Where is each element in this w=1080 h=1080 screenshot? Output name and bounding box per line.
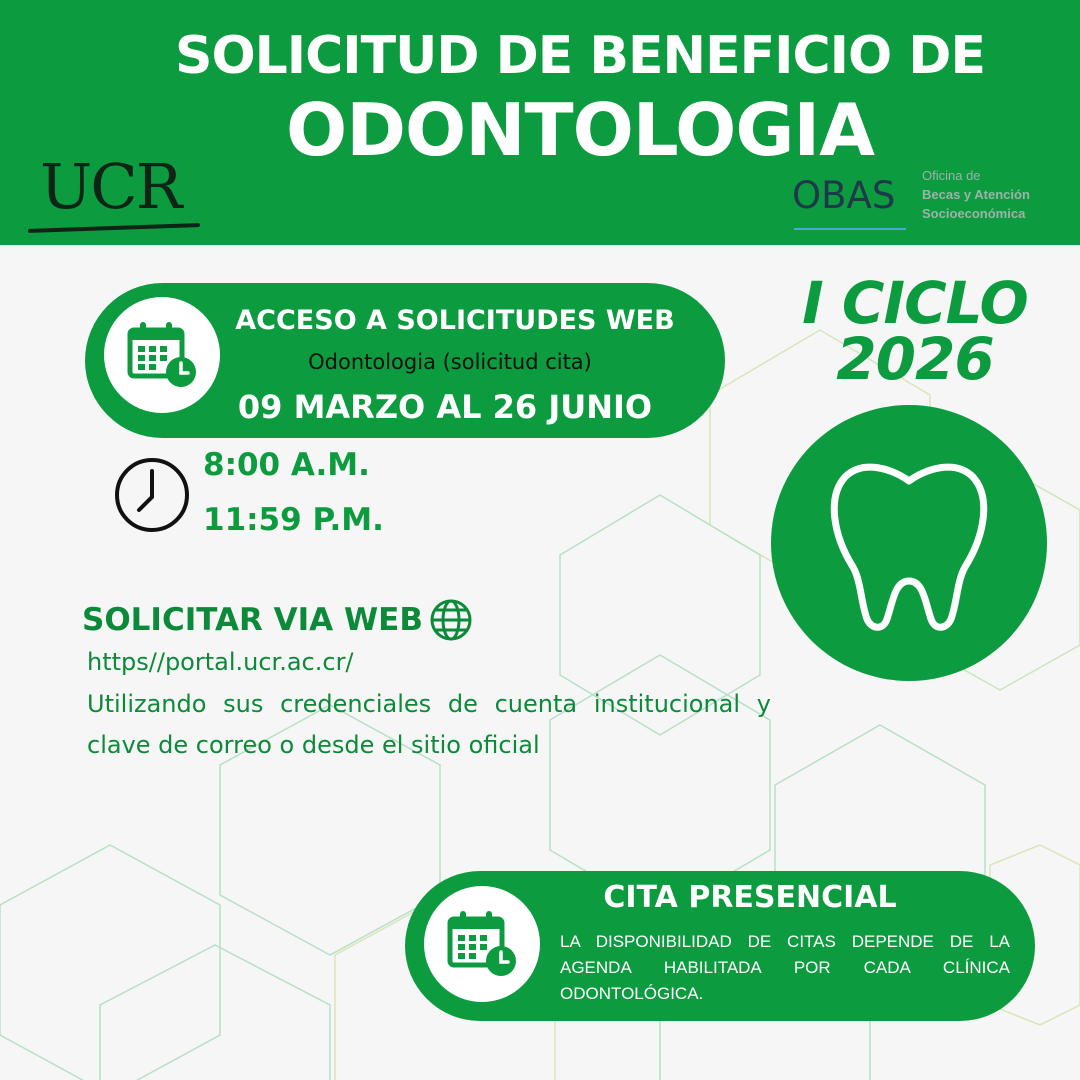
access-subtitle: Odontologia (solicitud cita): [308, 350, 592, 374]
obas-logo-underline: [794, 228, 906, 230]
ucr-logo-underline: [28, 223, 200, 233]
ucr-logo: [28, 150, 208, 240]
web-request-heading-text: SOLICITAR VIA WEB: [82, 602, 423, 638]
cycle-line2: 2026: [836, 325, 994, 393]
end-time: 11:59 P.M.: [203, 502, 384, 538]
ucr-logo-text: UCR: [40, 150, 181, 223]
obas-logo-acronym: OBAS: [792, 174, 896, 217]
start-time: 8:00 A.M.: [203, 447, 370, 483]
in-person-title: CITA PRESENCIAL: [603, 880, 897, 915]
calendar-clock-icon: [446, 909, 518, 979]
cycle-line1: I CICLO: [802, 269, 1028, 337]
page-title-line2: ODONTOLOGIA: [286, 88, 874, 172]
obas-logo: [792, 168, 1080, 238]
clock-icon: [112, 455, 192, 535]
obas-logo-line1: Oficina de: [922, 168, 981, 183]
tooth-badge: [771, 405, 1047, 681]
page-title-line1: SOLICITUD DE BENEFICIO DE: [175, 26, 985, 86]
access-dates: 09 MARZO AL 26 JUNIO: [237, 388, 653, 426]
tooth-icon: [823, 453, 995, 633]
portal-url[interactable]: https//portal.ucr.ac.cr/: [87, 648, 354, 676]
cycle-label: [770, 269, 1060, 393]
globe-icon: [429, 598, 473, 642]
web-request-heading: [82, 598, 473, 642]
in-person-icon-circle: [424, 886, 540, 1002]
obas-logo-line2: Becas y Atención: [922, 187, 1030, 202]
obas-logo-line3: Socioeconómica: [922, 206, 1026, 221]
access-title: ACCESO A SOLICITUDES WEB: [235, 305, 675, 336]
in-person-text: LA DISPONIBILIDAD DE CITAS DEPENDE DE LA AGENDA HABILITADA POR CADA CLÍNICA ODONTOLÓGICA.: [560, 932, 1010, 1003]
calendar-clock-icon: [126, 320, 198, 390]
obas-logo-subtitle: [922, 166, 1080, 223]
web-request-description: Utilizando sus credenciales de cuenta institucional y clave de correo o desde el sitio oficial: [87, 690, 771, 759]
header-banner: [0, 0, 1080, 245]
